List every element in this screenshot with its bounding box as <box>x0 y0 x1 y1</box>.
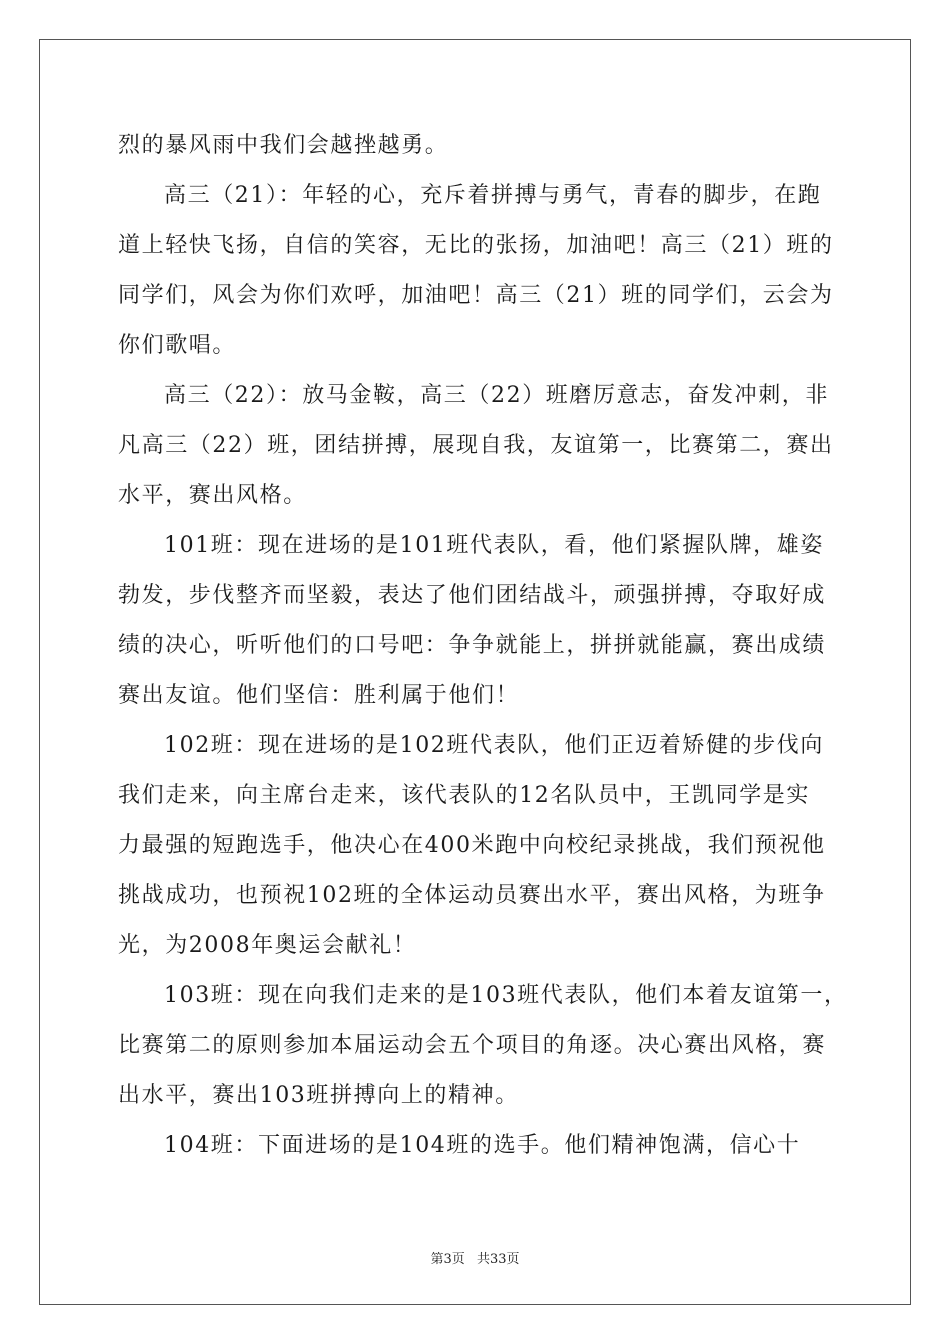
text-line: 水平，赛出风格。 <box>118 483 307 508</box>
page-footer <box>0 1248 950 1267</box>
page-number: 第3页 <box>430 1252 465 1267</box>
text-line: 赛出友谊。他们坚信：胜利属于他们！ <box>118 683 520 708</box>
text-line: 烈的暴风雨中我们会越挫越勇。 <box>118 133 449 158</box>
text-line: 凡高三（22）班，团结拼搏，展现自我，友谊第一，比赛第二，赛出 <box>118 433 834 458</box>
text-line: 力最强的短跑选手，他决心在400米跑中向校纪录挑战，我们预祝他 <box>118 833 826 858</box>
text-line: 比赛第二的原则参加本届运动会五个项目的角逐。决心赛出风格，赛 <box>118 1033 827 1058</box>
text-line: 同学们，风会为你们欢呼，加油吧！高三（21）班的同学们，云会为 <box>118 283 834 308</box>
text-line: 你们歌唱。 <box>118 333 237 358</box>
text-line: 挑战成功，也预祝102班的全体运动员赛出水平，赛出风格，为班争 <box>118 883 826 908</box>
text-line: 102班：现在进场的是102班代表队，他们正迈着矫健的步伐向 <box>164 733 824 758</box>
text-line: 高三（21）：年轻的心，充斥着拼搏与勇气，青春的脚步，在跑 <box>164 183 822 208</box>
text-line: 104班：下面进场的是104班的选手。他们精神饱满，信心十 <box>164 1133 801 1158</box>
text-line: 103班：现在向我们走来的是103班代表队，他们本着友谊第一， <box>164 983 848 1008</box>
text-line: 绩的决心，听听他们的口号吧：争争就能上，拼拼就能赢，赛出成绩 <box>118 633 827 658</box>
text-line: 勃发，步伐整齐而坚毅，表达了他们团结战斗，顽强拼搏，夺取好成 <box>118 583 827 608</box>
text-line: 光，为2008年奥运会献礼！ <box>118 933 417 958</box>
document-body <box>118 128 848 1178</box>
text-line: 出水平，赛出103班拼搏向上的精神。 <box>118 1083 519 1108</box>
text-line: 我们走来，向主席台走来，该代表队的12名队员中，王凯同学是实 <box>118 783 810 808</box>
text-line: 道上轻快飞扬，自信的笑容，无比的张扬，加油吧！高三（21）班的 <box>118 233 834 258</box>
page-total: 共33页 <box>476 1252 520 1267</box>
text-line: 101班：现在进场的是101班代表队，看，他们紧握队牌，雄姿 <box>164 533 824 558</box>
text-line: 高三（22）：放马金鞍，高三（22）班磨厉意志，奋发冲刺，非 <box>164 383 829 408</box>
